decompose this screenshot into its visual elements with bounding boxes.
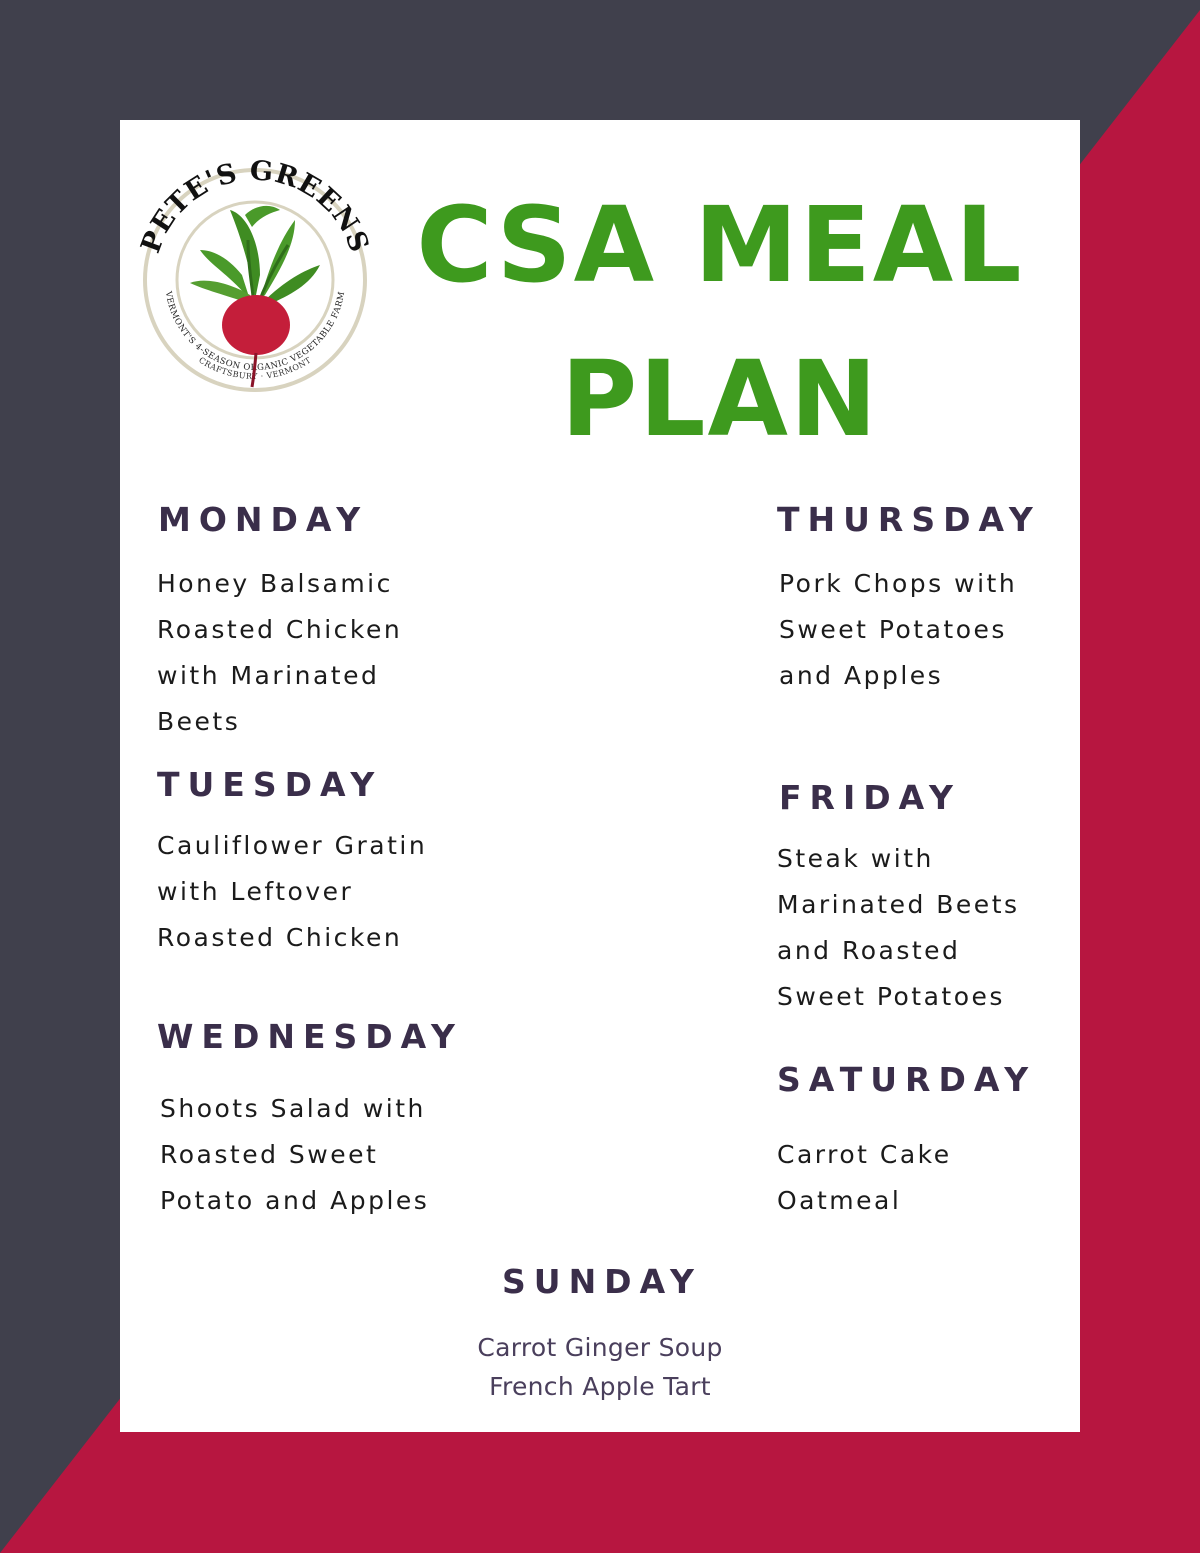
day-heading-sunday: SUNDAY [502,1262,702,1301]
day-heading-thursday: THURSDAY [777,500,1041,539]
meal-line: Beets [157,707,241,736]
meal-line: French Apple Tart [489,1372,711,1401]
meal-line: Shoots Salad with [160,1094,426,1123]
page-title-line-2: PLAN [560,338,880,460]
day-heading-saturday: SATURDAY [777,1060,1037,1099]
meal-line: Honey Balsamic [157,569,393,598]
meal-line: with Leftover [157,877,354,906]
day-heading-wednesday: WEDNESDAY [157,1017,463,1056]
meal-line: Cauliflower Gratin [157,831,428,860]
logo-location-text: CRAFTSBURY · VERMONT [197,355,313,382]
meal-line: Roasted Chicken [157,923,403,952]
meal-saturday [777,1132,1077,1224]
meal-line: and Apples [779,661,944,690]
meal-thursday [779,561,1079,699]
meal-monday [157,561,457,745]
meal-line: and Roasted [777,936,961,965]
meal-line: Sweet Potatoes [779,615,1007,644]
meal-line: Roasted Chicken [157,615,403,644]
logo-name-text: PETE'S GREENS [135,155,375,258]
meal-wednesday [160,1086,460,1224]
meal-line: Steak with [777,844,934,873]
meal-line: Oatmeal [777,1186,902,1215]
logo-tagline-text: VERMONT'S 4-SEASON ORGANIC VEGETABLE FARM [162,290,348,374]
meal-sunday [400,1328,800,1406]
day-heading-friday: FRIDAY [779,778,961,817]
meal-line: with Marinated [157,661,380,690]
page-title [395,168,1045,476]
meal-line: Marinated Beets [777,890,1020,919]
meal-friday [777,836,1077,1020]
meal-line: Carrot Cake [777,1140,952,1169]
page-title-line-1: CSA MEAL [416,184,1024,306]
meal-line: Potato and Apples [160,1186,430,1215]
meal-tuesday [157,823,457,961]
meal-line: Carrot Ginger Soup [477,1333,723,1362]
meal-line: Roasted Sweet [160,1140,379,1169]
day-heading-monday: MONDAY [158,500,369,539]
day-heading-tuesday: TUESDAY [157,765,383,804]
petes-greens-logo [130,155,380,405]
meal-line: Pork Chops with [779,569,1018,598]
meal-line: Sweet Potatoes [777,982,1005,1011]
